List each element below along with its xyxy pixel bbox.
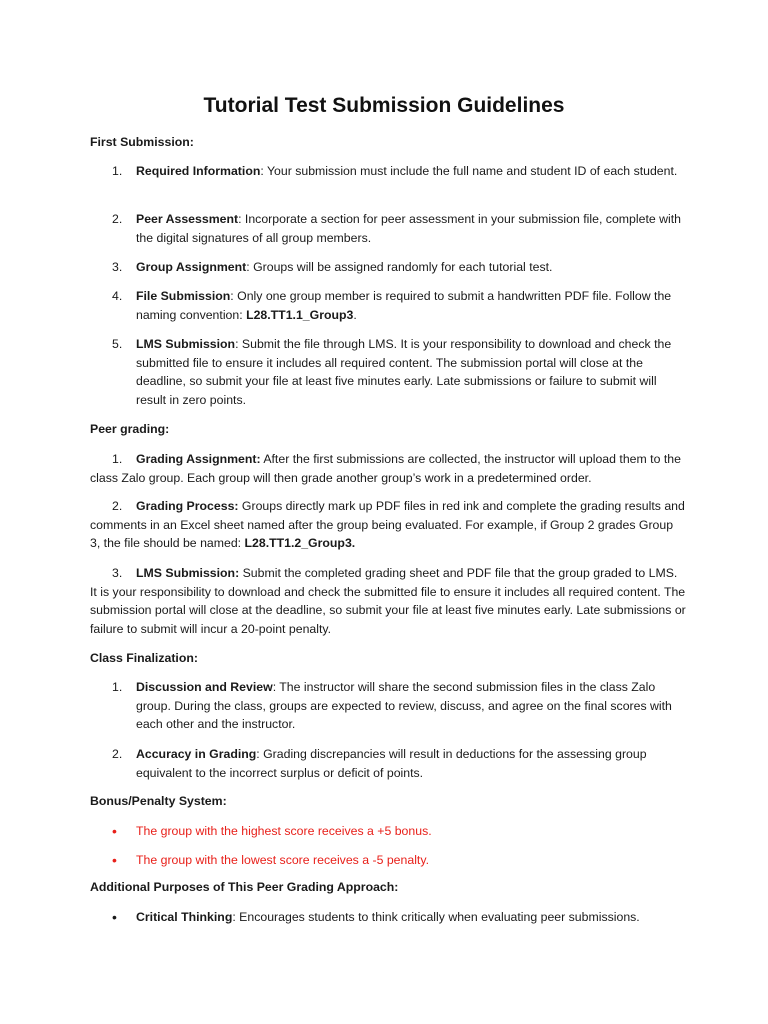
section-heading-peer-grading: Peer grading: bbox=[90, 422, 170, 436]
item-text: The group with the lowest score receives a -5 penalty. bbox=[136, 853, 429, 867]
page-title: Tutorial Test Submission Guidelines bbox=[203, 94, 565, 117]
item-number: 2. bbox=[112, 747, 123, 761]
item-tail: . bbox=[353, 307, 357, 322]
list-item bbox=[90, 497, 686, 553]
bullet-icon: • bbox=[112, 909, 117, 925]
item-text: : Your submission must include the full name and student ID of each student. bbox=[260, 164, 678, 178]
bullet-icon: • bbox=[112, 852, 117, 868]
item-number: 3. bbox=[112, 260, 123, 274]
item-label: LMS Submission bbox=[136, 337, 236, 351]
item-label: Accuracy in Grading bbox=[136, 747, 257, 761]
item-text: : Only one group member is required to submit a handwritten PDF file. Follow the naming convention: bbox=[136, 289, 672, 322]
item-label: LMS Submission: bbox=[136, 566, 240, 580]
item-text: The group with the highest score receives a +5 bonus. bbox=[136, 824, 432, 838]
item-text: After the first submissions are collected, the instructor will upload them to the class Zalo group. Each group will then grade another group’s work in a predetermined order. bbox=[90, 452, 681, 485]
list-item bbox=[112, 745, 682, 782]
item-number: 1. bbox=[112, 452, 123, 466]
item-text: : Groups will be assigned randomly for each tutorial test. bbox=[246, 260, 553, 274]
section-heading-additional-purposes: Additional Purposes of This Peer Grading Approach: bbox=[90, 880, 399, 894]
bullet-icon: • bbox=[112, 823, 117, 839]
item-label: Peer Assessment bbox=[136, 212, 239, 226]
item-text: Submit the completed grading sheet and PDF file that the group graded to LMS. It is your responsibility to download and check the submitted file to ensure it includes all required content. The submission portal will close at the deadline, so submit your file at least five minutes early. Late submissions or failure to submit will incur a 20-point penalty. bbox=[90, 566, 686, 636]
item-text: : Incorporate a section for peer assessment in your submission file, complete with the digital signatures of all group members. bbox=[136, 212, 681, 245]
file-name-example: L28.TT1.1_Group3 bbox=[246, 307, 354, 322]
item-number: 1. bbox=[112, 680, 123, 694]
item-text: : Submit the file through LMS. It is your responsibility to download and check the submitted file to ensure it includes all required content. The submission portal will close at the deadline, so submit your file at least five minutes early. Late submissions or failure to submit will result in zero points. bbox=[136, 337, 672, 407]
list-item bbox=[112, 678, 682, 734]
item-number: 2. bbox=[112, 499, 123, 513]
item-label: Grading Assignment: bbox=[136, 452, 261, 466]
list-item bbox=[112, 822, 682, 841]
item-number: 2. bbox=[112, 212, 123, 226]
item-number: 4. bbox=[112, 289, 123, 303]
list-item bbox=[112, 851, 682, 870]
item-label: Discussion and Review bbox=[136, 680, 273, 694]
list-item bbox=[112, 287, 682, 324]
section-heading-bonus-penalty: Bonus/Penalty System: bbox=[90, 794, 227, 808]
list-item bbox=[112, 335, 682, 409]
item-label: File Submission bbox=[136, 289, 231, 303]
list-item bbox=[112, 162, 682, 181]
item-text: Groups directly mark up PDF files in red ink and complete the grading results and comments in an Excel sheet named after the group being evaluated. For example, if Group 2 grades Group 3, the file should be named: bbox=[90, 499, 685, 551]
list-item bbox=[90, 564, 686, 638]
item-label: Grading Process: bbox=[136, 499, 239, 513]
item-text: : Encourages students to think critically when evaluating peer submissions. bbox=[232, 910, 640, 924]
list-item bbox=[112, 258, 682, 277]
list-item bbox=[90, 450, 686, 487]
list-item bbox=[112, 210, 682, 247]
file-name-example: L28.TT1.2_Group3. bbox=[244, 536, 356, 551]
section-heading-first-submission: First Submission: bbox=[90, 135, 194, 149]
item-label: Required Information bbox=[136, 164, 261, 178]
item-number: 1. bbox=[112, 164, 123, 178]
section-heading-class-finalization: Class Finalization: bbox=[90, 651, 198, 665]
item-number: 3. bbox=[112, 566, 123, 580]
item-number: 5. bbox=[112, 337, 123, 351]
item-label: Critical Thinking bbox=[136, 910, 233, 924]
item-text: : The instructor will share the second submission files in the class Zalo group. During the class, groups are expected to review, discuss, and agree on the final scores with each other and the instructor. bbox=[136, 680, 672, 732]
list-item bbox=[112, 908, 682, 927]
item-text: : Grading discrepancies will result in deductions for the assessing group equivalent to the incorrect surplus or deficit of points. bbox=[136, 747, 647, 780]
item-label: Group Assignment bbox=[136, 260, 247, 274]
